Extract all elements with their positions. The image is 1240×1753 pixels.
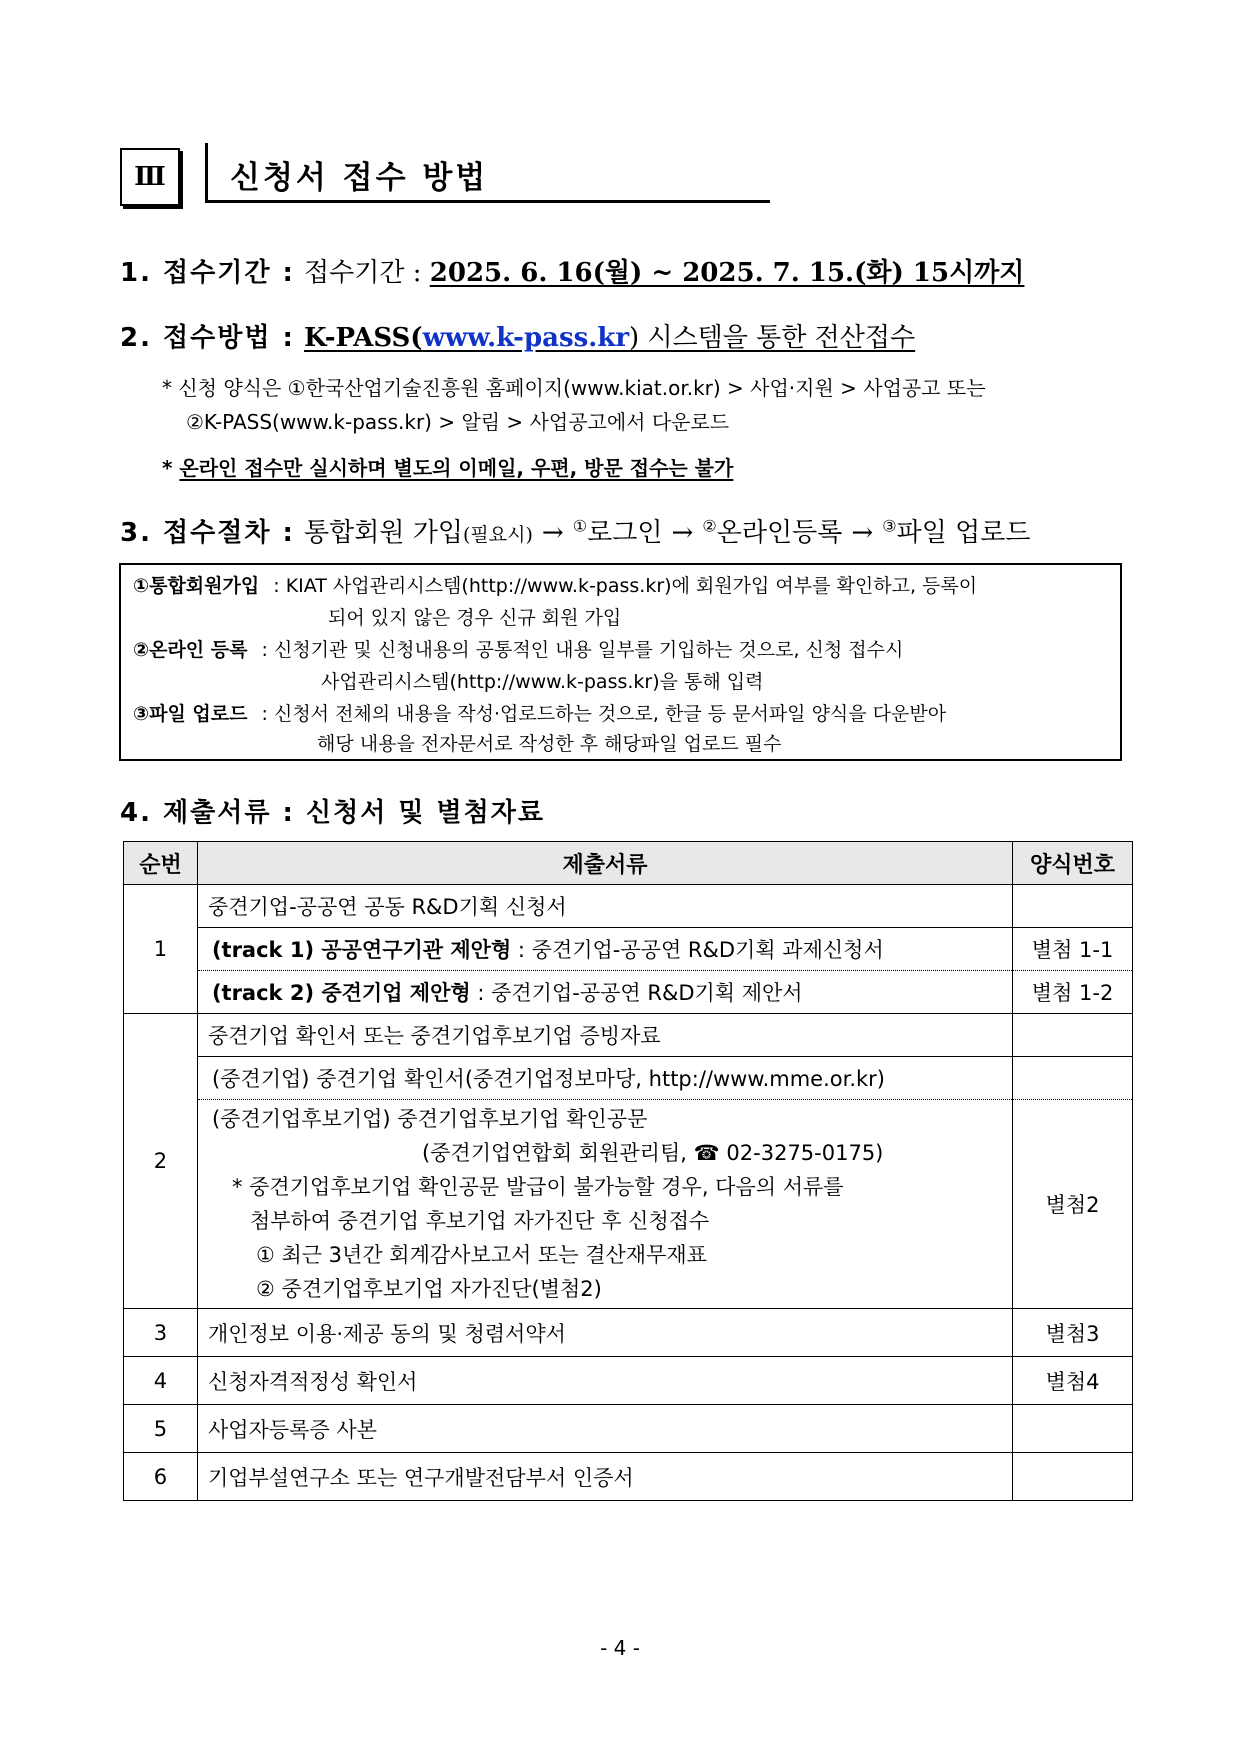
header-document: 제출서류 (197, 842, 1012, 885)
candidate-doc-1: ① 최근 3년간 회계감사보고서 또는 결산재무재표 (255, 1243, 707, 1267)
table-row (124, 1405, 1133, 1453)
item1-row (120, 252, 1024, 289)
procedure-desc: : 신청서 전체의 내용을 작성·업로드하는 것으로, 한글 등 문서파일 양식을 다운받아 (261, 703, 947, 725)
item4-label: 4. 제출서류 : 신청서 및 별첨자료 (120, 798, 546, 828)
item3-step1: 로그인 (587, 518, 663, 548)
item3-row (120, 512, 1030, 549)
candidate-contact: (중견기업연합회 회원관리팀, ☎ 02-3275-0175) (421, 1141, 884, 1165)
item1-label: 1. 접수기간 : (120, 258, 295, 288)
row-number: 2 (124, 1014, 198, 1309)
page-number: - 4 - (600, 1636, 640, 1660)
item2-value-post: ) 시스템을 통한 전산접수 (629, 323, 916, 353)
table-header-row (124, 842, 1133, 885)
section-divider-vertical (205, 143, 208, 203)
arrow-icon: → (541, 518, 564, 548)
item2-value-pre: K-PASS( (304, 323, 423, 353)
item3-label: 3. 접수절차 : (120, 518, 295, 548)
item2-value (304, 323, 915, 353)
procedure-desc-cont: 해당 내용을 전자문서로 작성한 후 해당파일 업로드 필수 (317, 733, 782, 755)
kpass-link[interactable]: www.k-pass.kr (422, 323, 630, 353)
row-form: 별첨 1-2 (1013, 971, 1133, 1014)
row-form: 별첨4 (1013, 1357, 1133, 1405)
documents-table (123, 841, 1133, 1501)
row-document: 사업자등록증 사본 (197, 1405, 1012, 1453)
procedure-item-2 (133, 635, 903, 662)
item2-note-line1: * 신청 양식은 ①한국산업기술진흥원 홈페이지(www.kiat.or.kr) > 사업·지원 > 사업공고 또는 (162, 376, 986, 400)
row-form (1013, 1405, 1133, 1453)
row-form (1013, 1453, 1133, 1501)
row-number: 4 (124, 1357, 198, 1405)
row-document-sub: (중견기업) 중견기업 확인서(중견기업정보마당, http://www.mme.or.kr) (197, 1057, 1012, 1100)
track2-label: (track 2) 중견기업 제안형 (211, 981, 471, 1005)
item3-step3-num: ③ (882, 516, 897, 536)
item2-label: 2. 접수방법 : (120, 323, 295, 353)
item3-step0-note: (필요시) (462, 524, 533, 546)
row-number: 1 (124, 885, 198, 1014)
procedure-desc: : 신청기관 및 신청내용의 공통적인 내용 일부를 기입하는 것으로, 신청 접수시 (261, 639, 904, 661)
table-row (124, 1309, 1133, 1357)
header-number: 순번 (124, 842, 198, 885)
item2-note-line2: ②K-PASS(www.k-pass.kr) > 알림 > 사업공고에서 다운로드 (186, 410, 730, 434)
table-row (124, 1014, 1133, 1057)
item3-step3: 파일 업로드 (896, 518, 1031, 548)
row-document: 기업부설연구소 또는 연구개발전담부서 인증서 (197, 1453, 1012, 1501)
section-title: 신청서 접수 방법 (230, 160, 489, 196)
row-form: 별첨2 (1013, 1100, 1133, 1309)
item3-step0: 통합회원 가입 (304, 518, 463, 548)
item2-bold-note-text: 온라인 접수만 실시하며 별도의 이메일, 우편, 방문 접수는 불가 (179, 456, 734, 480)
item3-step2-num: ② (702, 516, 717, 536)
track1-desc: : 중견기업-공공연 R&D기획 과제신청서 (511, 938, 884, 962)
row-document: 중견기업-공공연 공동 R&D기획 신청서 (197, 885, 1012, 928)
item2-bold-note-star: * (162, 456, 180, 480)
row-document: 신청자격적정성 확인서 (197, 1357, 1012, 1405)
row-number: 3 (124, 1309, 198, 1357)
candidate-note-cont: 첨부하여 중견기업 후보기업 자가진단 후 신청접수 (249, 1209, 710, 1233)
procedure-desc-cont: 되어 있지 않은 경우 신규 회원 가입 (328, 607, 622, 629)
procedure-desc: : KIAT 사업관리시스템(http://www.k-pass.kr)에 회원가입 여부를 확인하고, 등록이 (273, 575, 978, 597)
procedure-term: ③파일 업로드 (133, 703, 248, 725)
row-form: 별첨 1-1 (1013, 928, 1133, 971)
candidate-line: (중견기업후보기업) 중견기업후보기업 확인공문 (211, 1107, 648, 1131)
item2-row (120, 317, 915, 354)
track1-label: (track 1) 공공연구기관 제안형 (211, 938, 512, 962)
table-row (124, 1357, 1133, 1405)
row-form (1013, 1057, 1133, 1100)
row-document: 중견기업 확인서 또는 중견기업후보기업 증빙자료 (197, 1014, 1012, 1057)
row-form (1013, 1014, 1133, 1057)
procedure-term: ②온라인 등록 (133, 639, 248, 661)
item1-prefix: 접수기간 : (304, 258, 430, 288)
row-document-sub (197, 971, 1012, 1014)
item3-step1-num: ① (572, 516, 588, 536)
procedure-term: ①통합회원가입 (133, 575, 260, 597)
procedure-item-3 (133, 699, 946, 726)
row-document: 개인정보 이용·제공 동의 및 청렴서약서 (197, 1309, 1012, 1357)
row-number: 6 (124, 1453, 198, 1501)
procedure-box (119, 563, 1122, 761)
row-document-sub (197, 928, 1012, 971)
arrow-icon: → (851, 518, 874, 548)
table-row (124, 1453, 1133, 1501)
section-number-box (120, 148, 180, 206)
arrow-icon: → (671, 518, 694, 548)
section-underline (205, 200, 770, 203)
procedure-desc-cont: 사업관리시스템(http://www.k-pass.kr)을 통해 입력 (321, 671, 764, 693)
section-number: Ⅲ (134, 162, 166, 192)
header-form-number: 양식번호 (1013, 842, 1133, 885)
item2-bold-note (162, 452, 733, 481)
item4-heading (120, 792, 545, 829)
table-row (124, 971, 1133, 1014)
track2-desc: : 중견기업-공공연 R&D기획 제안서 (470, 981, 803, 1005)
row-form: 별첨3 (1013, 1309, 1133, 1357)
row-form (1013, 885, 1133, 928)
table-row (124, 1057, 1133, 1100)
procedure-item-1 (133, 571, 977, 598)
item3-step2: 온라인등록 (716, 518, 843, 548)
row-document-sub (197, 1100, 1012, 1309)
row-number: 5 (124, 1405, 198, 1453)
candidate-doc-2: ② 중견기업후보기업 자가진단(별첨2) (255, 1277, 602, 1301)
candidate-note: * 중견기업후보기업 확인공문 발급이 불가능할 경우, 다음의 서류를 (231, 1175, 844, 1199)
table-row (124, 885, 1133, 928)
table-row (124, 928, 1133, 971)
item1-value: 2025. 6. 16(월) ~ 2025. 7. 15.(화) 15시까지 (429, 258, 1025, 288)
table-row (124, 1100, 1133, 1309)
